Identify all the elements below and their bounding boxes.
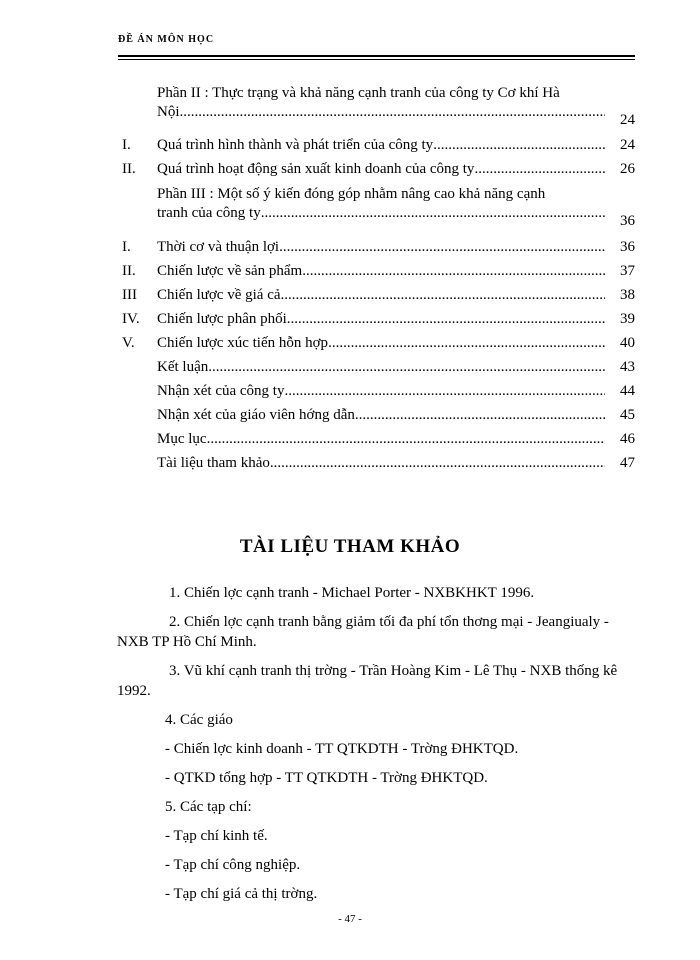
toc-item — [122, 430, 635, 449]
toc-item-text: Nhận xét của công ty — [157, 383, 285, 399]
toc-item-number: III — [122, 287, 137, 303]
reference-item: - QTKD tổng hợp - TT QTKDTH - Trờng ĐHKTQD. — [165, 770, 488, 786]
page-number: - 47 - — [338, 913, 362, 925]
toc-item-number: IV. — [122, 311, 140, 327]
toc-item — [122, 160, 635, 179]
toc-item-page: 36 — [620, 213, 635, 229]
toc-item-text: Nhận xét của giáo viên hớng dẫn — [157, 407, 355, 423]
toc-item-page: 37 — [620, 263, 635, 279]
toc-item-number: I. — [122, 137, 131, 153]
toc-item-page: 46 — [620, 431, 635, 447]
toc-item-text: Chiến lược về sản phẩm — [157, 263, 303, 279]
toc-item-page: 26 — [620, 161, 635, 177]
toc-item — [122, 136, 635, 155]
toc-item — [122, 185, 635, 229]
references-title: TÀI LIỆU THAM KHẢO — [239, 536, 461, 557]
toc-item-page: 39 — [620, 311, 635, 327]
reference-item: 4. Các giáo — [165, 712, 233, 728]
toc-item-text-cont: Nội — [157, 104, 180, 120]
reference-item: 2. Chiến lợc cạnh tranh bằng giảm tối đa phí tổn thơng mại - Jeangiualy - NXB TP Hồ Chí Minh. — [117, 614, 609, 650]
toc-item-page: 38 — [620, 287, 635, 303]
toc-item — [122, 406, 635, 425]
toc-item — [122, 358, 635, 377]
toc-item-page: 40 — [620, 335, 635, 351]
toc-item — [122, 84, 635, 128]
toc-item — [122, 286, 635, 305]
table-of-contents — [122, 84, 635, 473]
toc-item-page: 43 — [620, 359, 635, 375]
reference-item: 3. Vũ khí cạnh tranh thị trờng - Trần Hoàng Kim - Lê Thụ - NXB thống kê 1992. — [117, 663, 618, 699]
toc-item-number: II. — [122, 263, 136, 279]
toc-item — [122, 310, 635, 329]
toc-item-page: 47 — [620, 455, 635, 471]
toc-item-text: Quá trình hoạt động sản xuất kinh doanh của công ty — [157, 161, 475, 177]
toc-item — [122, 382, 635, 401]
toc-item-text: Chiến lược phân phối — [157, 311, 287, 327]
toc-item-text: Kết luận — [157, 359, 209, 375]
toc-item — [122, 334, 635, 353]
toc-item-page: 36 — [620, 239, 635, 255]
toc-item-text: Chiến lược về giá cả — [157, 287, 281, 303]
reference-item: - Tạp chí công nghiệp. — [165, 857, 301, 873]
toc-item — [122, 262, 635, 281]
toc-item-page: 24 — [620, 112, 635, 128]
reference-item: 5. Các tạp chí: — [165, 799, 252, 815]
toc-item-number: II. — [122, 161, 136, 177]
toc-item-page: 24 — [620, 137, 635, 153]
toc-item-number: V. — [122, 335, 135, 351]
toc-item-text: Quá trình hình thành và phát triển của công ty — [157, 137, 434, 153]
toc-item-page: 44 — [620, 383, 635, 399]
toc-item-page: 45 — [620, 407, 635, 423]
reference-item: 1. Chiến lợc cạnh tranh - Michael Porter - NXBKHKT 1996. — [169, 585, 535, 601]
reference-item: - Chiến lợc kinh doanh - TT QTKDTH - Trờng ĐHKTQD. — [165, 741, 519, 757]
toc-item-text: Mục lục — [157, 431, 207, 447]
toc-item-text-cont: tranh của công ty — [157, 205, 261, 221]
toc-item-text: Phần III : Một số ý kiến đóng góp nhằm nâng cao khả năng cạnh — [157, 186, 546, 202]
toc-item-text: Phần II : Thực trạng và khả năng cạnh tranh của công ty Cơ khí Hà — [157, 85, 560, 101]
reference-item: - Tạp chí kinh tế. — [165, 828, 268, 844]
references-list — [117, 583, 618, 913]
toc-item-text: Chiến lược xúc tiến hỗn hợp — [157, 335, 329, 351]
reference-item: - Tạp chí giá cả thị trờng. — [165, 886, 318, 902]
header-title: ĐỀ ÁN MÔN HỌC — [118, 34, 215, 45]
toc-item-text: Thời cơ và thuận lợi — [157, 239, 280, 255]
toc-item — [122, 454, 635, 473]
header-rule — [118, 55, 635, 60]
toc-item-number: I. — [122, 239, 131, 255]
toc-item — [122, 238, 635, 257]
toc-item-text: Tài liệu tham khảo — [157, 455, 270, 471]
